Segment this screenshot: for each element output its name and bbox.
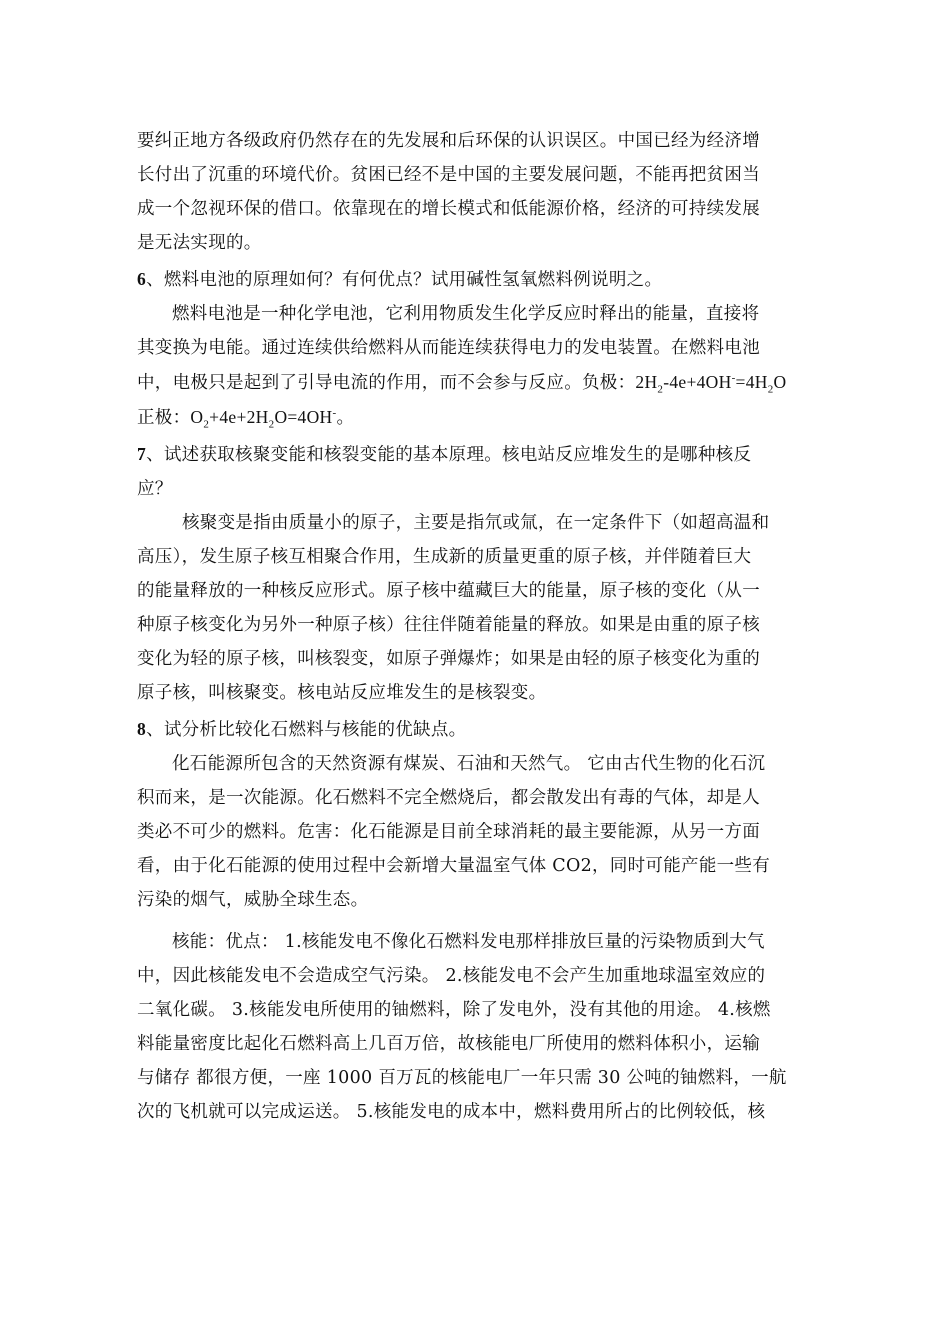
text-line: 核聚变是指由质量小的原子，主要是指氘或氚，在一定条件下（如超高温和: [182, 513, 770, 533]
paragraph-environment: [137, 124, 817, 260]
positive-electrode-label: 正极：: [137, 408, 191, 428]
formula-part: O: [773, 372, 787, 392]
question-text: 、燃料电池的原理如何？有何优点？试用碱性氢氧燃料例说明之。: [146, 270, 663, 290]
text-line: 核能：优点： 1.核能发电不像化石燃料发电那样排放巨量的污染物质到大气: [172, 932, 765, 952]
text-line: 与储存 都很方便，一座 1000 百万瓦的核能电厂一年只需 30 公吨的铀燃料，一航: [137, 1068, 787, 1088]
question-8-heading: [137, 712, 817, 747]
answer-8-fossil-paragraph: [137, 747, 817, 917]
answer-8-nuclear-paragraph: [137, 925, 817, 1129]
text-line: 化石能源所包含的天然资源有煤炭、石油和天然气。 它由古代生物的化石沉: [172, 754, 766, 774]
answer-6-paragraph: [137, 297, 817, 435]
text-line: 种原子核变化为另外一种原子核）往往伴随着能量的释放。如果是由重的原子核: [137, 615, 760, 635]
question-text: 、试分析比较化石燃料与核能的优缺点。: [146, 720, 467, 740]
question-text: 、试述获取核聚变能和核裂变能的基本原理。核电站反应堆发生的是哪种核反: [146, 445, 752, 465]
formula-superscript: -: [332, 407, 337, 420]
formula-part: 2H: [635, 372, 658, 392]
answer-7-paragraph: [137, 506, 817, 710]
text-line: 其变换为电能。通过连续供给燃料从而能连续获得电力的发电装置。在燃料电池: [137, 338, 760, 358]
line-text: 中，电极只是起到了引导电流的作用，而不会参与反应。负极：: [137, 373, 636, 393]
text-line: 类必不可少的燃料。危害：化石能源是目前全球消耗的最主要能源，从另一方面: [137, 822, 760, 842]
document-body: [137, 124, 817, 1129]
question-7-heading: [137, 437, 817, 506]
text-line: [137, 365, 817, 400]
text-line: [137, 437, 817, 472]
text-line: 成一个忽视环保的借口。依靠现在的增长模式和低能源价格，经济的可持续发展: [137, 199, 760, 219]
formula-part: =4H: [735, 372, 768, 392]
text-line: 污染的烟气，威胁全球生态。: [137, 890, 369, 910]
text-line: 二氧化碳。 3.核能发电所使用的铀燃料，除了发电外，没有其他的用途。 4.核燃: [137, 1000, 771, 1020]
question-number: 8: [137, 719, 147, 739]
text-line: 长付出了沉重的环境代价。贫困已经不是中国的主要发展问题，不能再把贫困当: [137, 165, 760, 185]
text-line: 次的飞机就可以完成运送。 5.核能发电的成本中，燃料费用所占的比例较低，核: [137, 1102, 766, 1122]
text-line: [137, 400, 817, 435]
formula-subscript: 2: [767, 383, 774, 396]
negative-electrode-formula: [635, 372, 787, 396]
formula-part: -4e+4OH: [663, 372, 732, 392]
formula-part: +4e+2H: [209, 407, 269, 427]
text-line: 的能量释放的一种核反应形式。原子核中蕴藏巨大的能量，原子核的变化（从一: [137, 581, 760, 601]
formula-subscript: 2: [203, 418, 210, 431]
text-line: 要纠正地方各级政府仍然存在的先发展和后环保的认识误区。中国已经为经济增: [137, 131, 760, 151]
text-line: 是无法实现的。: [137, 233, 262, 253]
text-line: 高压），发生原子核互相聚合作用，生成新的质量更重的原子核，并伴随着巨大: [137, 547, 752, 567]
text-line: 中，因此核能发电不会造成空气污染。 2.核能发电不会产生加重地球温室效应的: [137, 966, 766, 986]
text-line: 燃料电池是一种化学电池，它利用物质发生化学反应时释出的能量，直接将: [172, 304, 760, 324]
text-line: 看，由于化石能源的使用过程中会新增大量温室气体 CO2，同时可能产能一些有: [137, 856, 771, 876]
formula-end: 。: [336, 408, 355, 428]
text-line: 应？: [137, 479, 173, 499]
text-line: 积而来，是一次能源。化石燃料不完全燃烧后，都会散发出有毒的气体，却是人: [137, 788, 760, 808]
formula-subscript: 2: [268, 418, 275, 431]
question-number: 7: [137, 444, 147, 464]
formula-part: O=4OH: [274, 407, 333, 427]
text-line: 变化为轻的原子核，叫核裂变，如原子弹爆炸；如果是由轻的原子核变化为重的: [137, 649, 760, 669]
formula-part: O: [190, 407, 204, 427]
formula-superscript: -: [731, 372, 736, 385]
text-line: 料能量密度比起化石燃料高上几百万倍，故核能电厂所使用的燃料体积小，运输: [137, 1034, 760, 1054]
question-number: 6: [137, 269, 147, 289]
text-line: 原子核，叫核聚变。核电站反应堆发生的是核裂变。: [137, 683, 547, 703]
positive-electrode-formula: [190, 407, 337, 431]
formula-subscript: 2: [657, 383, 664, 396]
question-6-heading: [137, 262, 817, 297]
